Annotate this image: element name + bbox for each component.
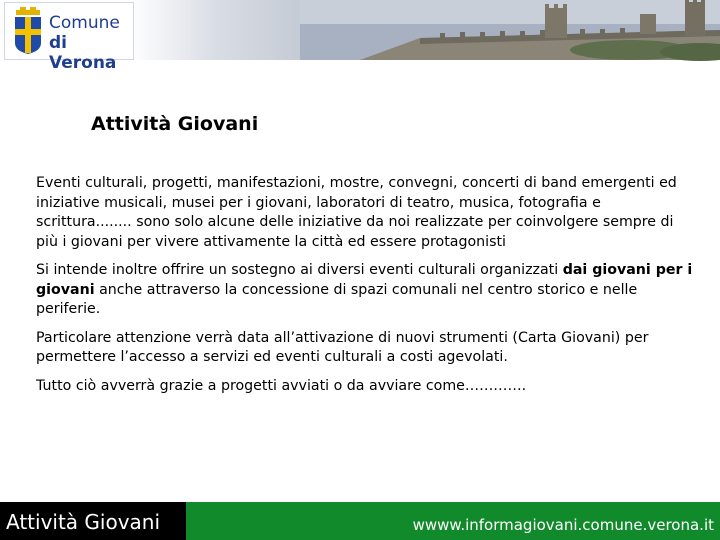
logo-text <box>49 13 133 73</box>
footer-title-box <box>0 502 186 540</box>
verona-castle-walls-icon <box>300 0 720 60</box>
footer-title: Attività Giovani <box>6 510 161 534</box>
logo-line-2: di Verona <box>49 33 117 73</box>
paragraph-1: Eventi culturali, progetti, manifestazioni, mostre, convegni, concerti di band emergenti ed iniziative musicali, musei per i giovani, laboratori di teatro, musica, fotografia e scrittura........ sono solo alcune delle iniziative da noi realizzate per coinvolgere sempre di più i giovani per vivere attivamente la città ed essere protagonisti <box>36 175 677 250</box>
body-text <box>36 174 696 405</box>
footer-bar <box>0 502 720 540</box>
verona-coat-of-arms-icon <box>13 7 43 55</box>
paragraph-2 <box>36 261 696 320</box>
paragraph-4: Tutto ciò avverrà grazie a progetti avviati o da avviare come…………. <box>36 377 527 394</box>
logo-line-1: Comune <box>49 13 120 33</box>
page-title: Attività Giovani <box>91 113 259 135</box>
footer-url-link[interactable]: wwww.informagiovani.comune.verona.it <box>412 516 714 534</box>
paragraph-2-bold: dai giovani per i giovani <box>36 262 693 298</box>
comune-di-verona-logo <box>4 2 134 73</box>
paragraph-2-start: Si intende inoltre offrire un sostegno ai diversi eventi culturali organizzati <box>36 262 563 278</box>
paragraph-3: Particolare attenzione verrà data all’attivazione di nuovi strumenti (Carta Giovani) per permettere l’accesso a servizi ed eventi culturali a costi agevolati. <box>36 329 649 365</box>
header-banner <box>0 0 720 73</box>
paragraph-2-end: anche attraverso la concessione di spazi comunali nel centro storico e nelle periferie. <box>36 281 638 317</box>
